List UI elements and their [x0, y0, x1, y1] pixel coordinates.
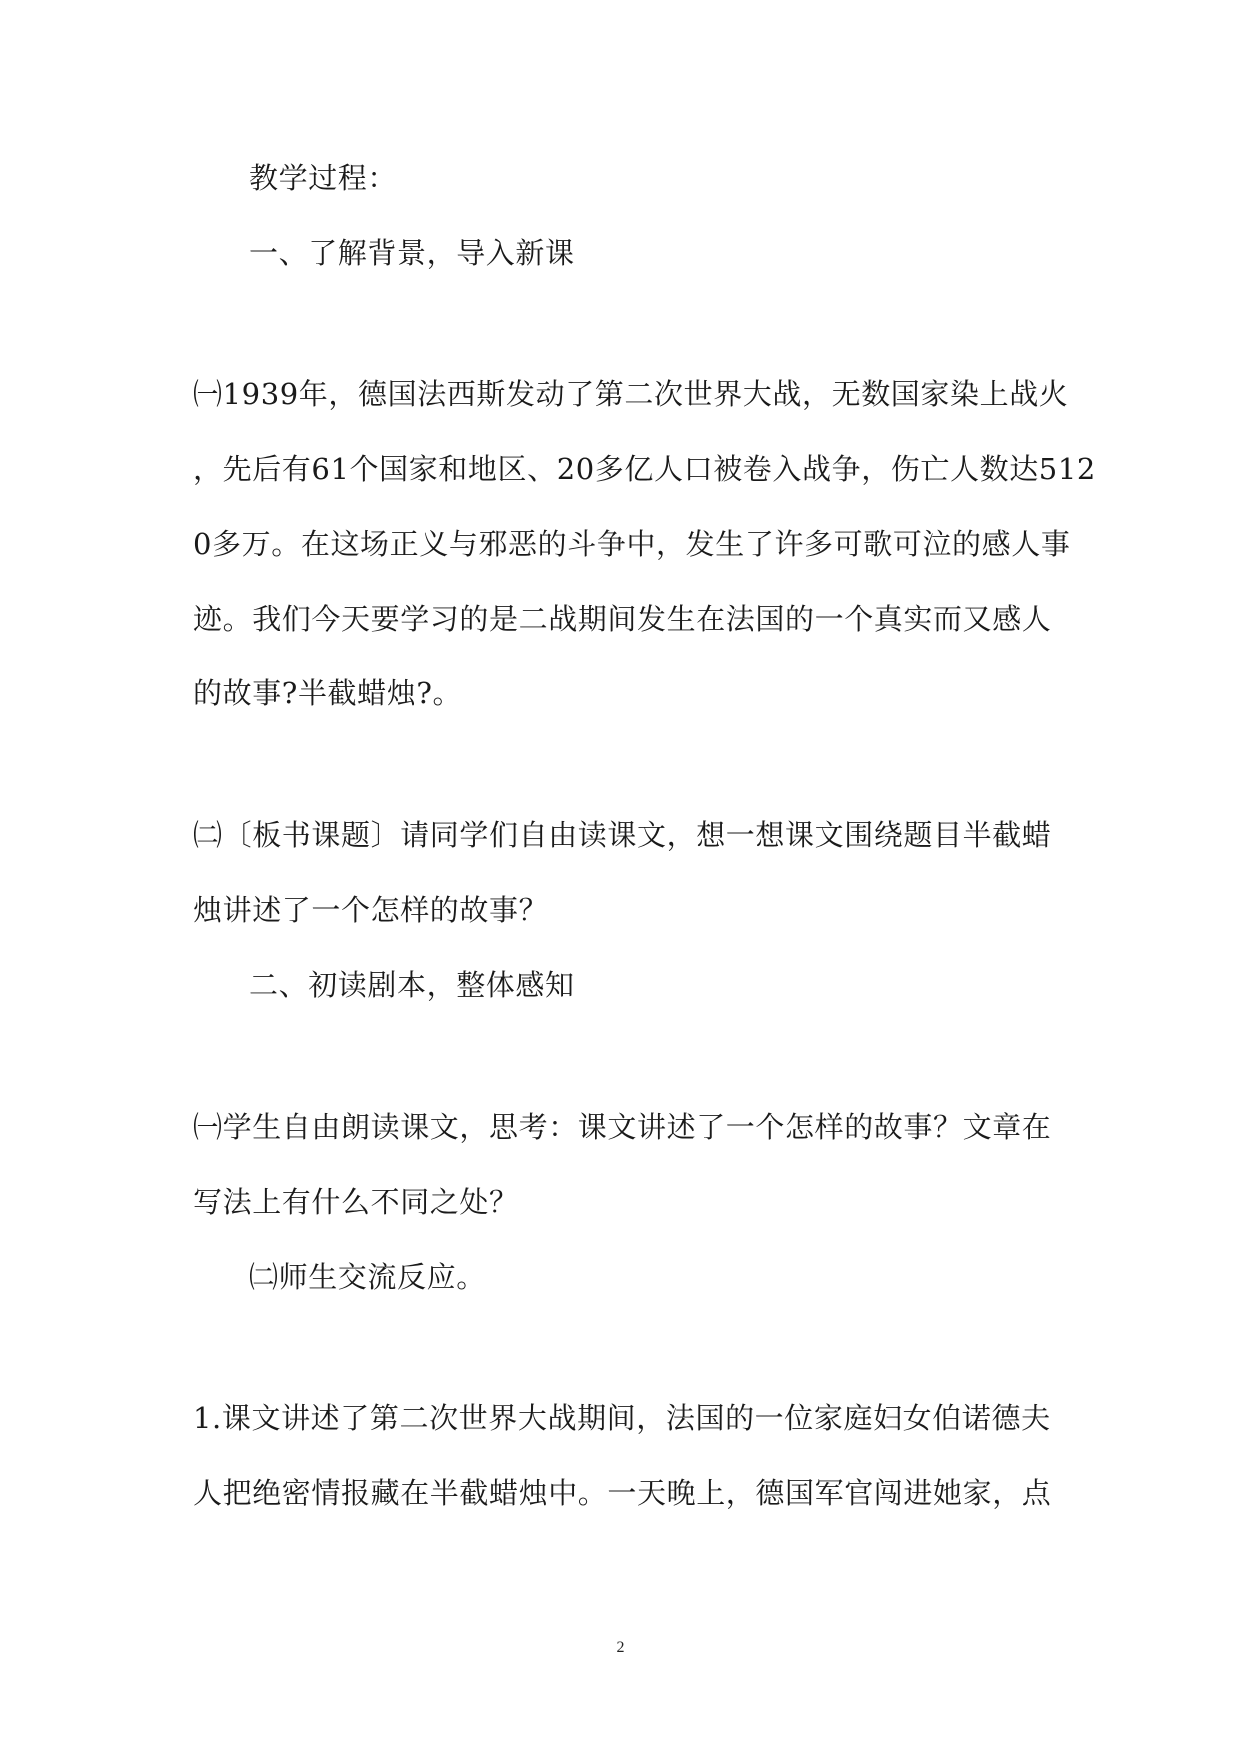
section-heading-first-reading: 二、初读剧本，整体感知 — [249, 968, 575, 1002]
paragraph-line: 的故事?半截蜡烛?。 — [193, 676, 463, 710]
paragraph-line: ㈠1939年，德国法西斯发动了第二次世界大战，无数国家染上战火 — [193, 377, 1069, 411]
paragraph-line: 1.课文讲述了第二次世界大战期间，法国的一位家庭妇女伯诺德夫 — [193, 1401, 1051, 1435]
paragraph-line: 迹。我们今天要学习的是二战期间发生在法国的一个真实而又感人 — [193, 602, 1052, 636]
section-heading-teaching-process: 教学过程： — [249, 161, 398, 195]
paragraph-line: 烛讲述了一个怎样的故事？ — [193, 893, 549, 927]
paragraph-line: 写法上有什么不同之处？ — [193, 1185, 519, 1219]
paragraph-line: 0多万。在这场正义与邪恶的斗争中，发生了许多可歌可泣的感人事 — [193, 527, 1071, 561]
section-heading-background: 一、了解背景，导入新课 — [249, 236, 575, 270]
paragraph-line: 人把绝密情报藏在半截蜡烛中。一天晚上，德国军官闯进她家，点 — [193, 1476, 1052, 1510]
paragraph-line: ㈡师生交流反应。 — [249, 1260, 486, 1294]
paragraph-line: ，先后有61个国家和地区、20多亿人口被卷入战争，伤亡人数达512 — [193, 452, 1096, 486]
paragraph-line: ㈠学生自由朗读课文，思考：课文讲述了一个怎样的故事？文章在 — [193, 1110, 1052, 1144]
paragraph-line: ㈡〔板书课题〕请同学们自由读课文，想一想课文围绕题目半截蜡 — [193, 818, 1052, 852]
page-number: 2 — [616, 1639, 625, 1656]
